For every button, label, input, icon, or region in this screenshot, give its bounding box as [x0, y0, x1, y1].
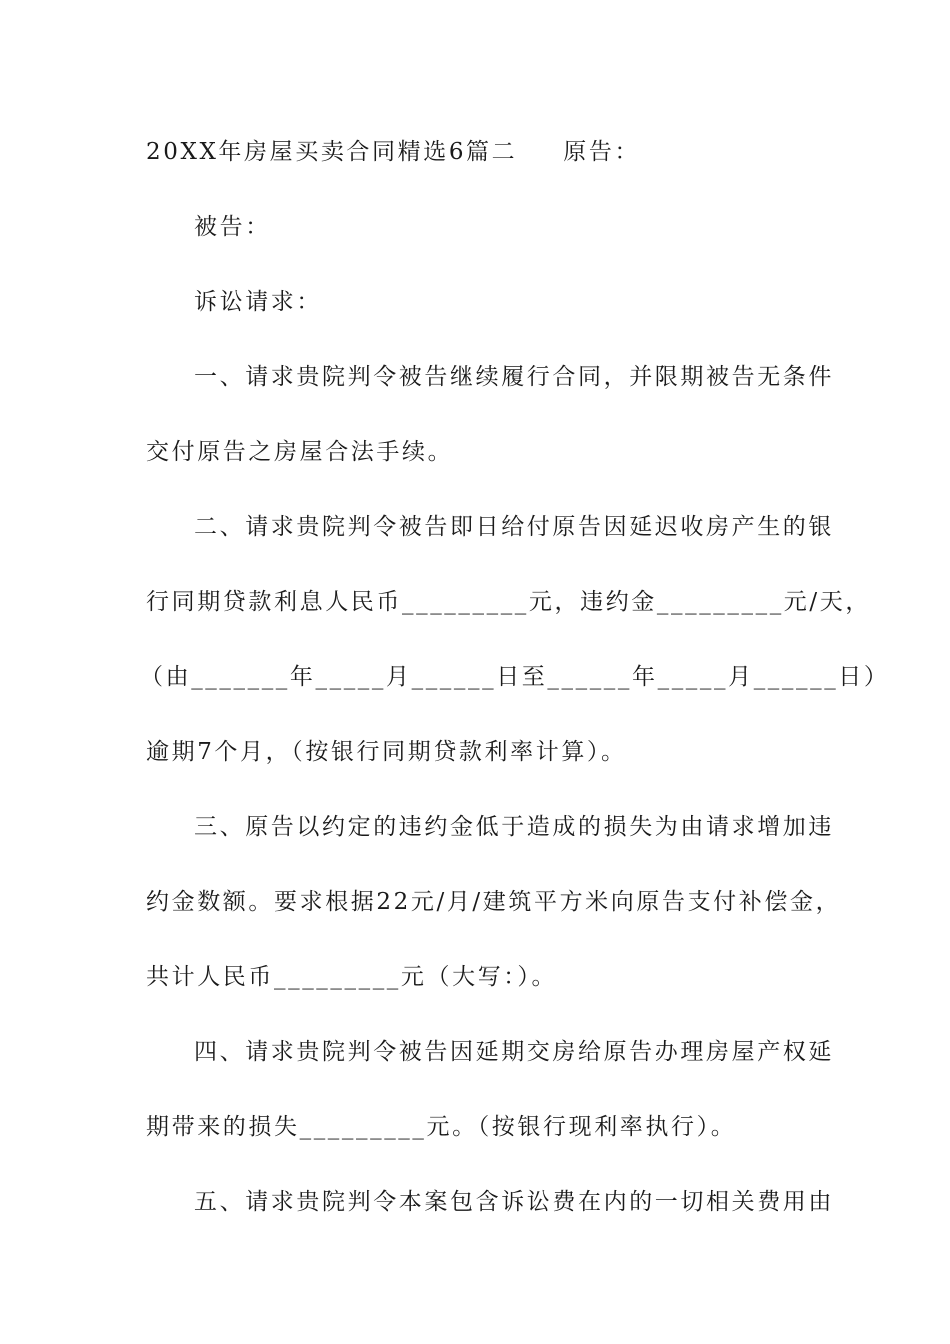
claim-2-line-1: 二、请求贵院判令被告即日给付原告因延迟收房产生的银 — [194, 514, 834, 540]
claim-2-line-3: （由_______年_____月______日至______年_____月______日） — [140, 664, 890, 690]
title-line — [146, 137, 816, 167]
claim-2-line-4: 逾期7个月，（按银行同期贷款利率计算）。 — [146, 739, 627, 765]
claim-1-line-2: 交付原告之房屋合法手续。 — [146, 439, 454, 465]
claim-1-line-1: 一、请求贵院判令被告继续履行合同，并限期被告无条件 — [194, 364, 834, 390]
claim-3-line-3: 共计人民币_________元（大写：）。 — [146, 964, 558, 990]
document-title: 20XX年房屋买卖合同精选6篇二 — [146, 139, 518, 165]
claim-3-line-1: 三、原告以约定的违约金低于造成的损失为由请求增加违 — [194, 814, 834, 840]
claim-4-line-1: 四、请求贵院判令被告因延期交房给原告办理房屋产权延 — [194, 1039, 834, 1065]
claim-3-line-2: 约金数额。要求根据22元/月/建筑平方米向原告支付补偿金， — [146, 889, 842, 915]
defendant-label: 被告： — [194, 214, 271, 240]
claim-2-line-2: 行同期贷款利息人民币_________元，违约金_________元/天， — [146, 589, 871, 615]
claims-heading: 诉讼请求： — [194, 289, 322, 315]
plaintiff-label: 原告： — [563, 139, 641, 165]
claim-5-line-1: 五、请求贵院判令本案包含诉讼费在内的一切相关费用由 — [194, 1189, 834, 1215]
claim-4-line-2: 期带来的损失_________元。（按银行现利率执行）。 — [146, 1114, 737, 1140]
